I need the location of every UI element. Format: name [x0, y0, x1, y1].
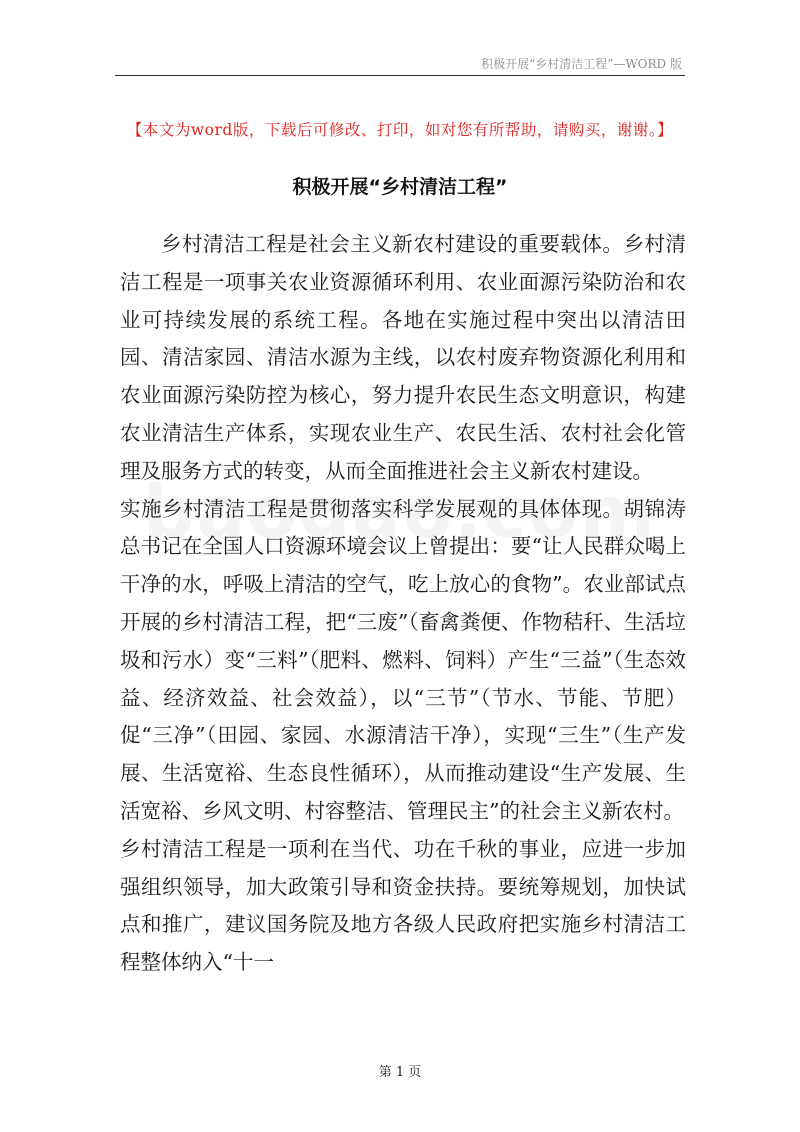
paragraph-3: 乡村清洁工程是一项利在当代、功在千秋的事业，应进一步加强组织领导，加大政策引导和资金扶持。要统筹规划，加快试点和推广，建议国务院及地方各级人民政府把实施乡村清洁工程整体纳入“十一 — [120, 836, 686, 975]
paragraph-1: 乡村清洁工程是社会主义新农村建设的重要载体。乡村清洁工程是一项事关农业资源循环利用、农业面源污染防治和农业可持续发展的系统工程。各地在实施过程中突出以清洁田园、清洁家园、清洁水源为主线，以农村废弃物资源化利用和农业面源污染防控为核心，努力提升农民生态文明意识，构建农业清洁生产体系，实现农业生产、农民生活、农村社会化管理及服务方式的转变，从而全面推进社会主义新农村建设。 — [120, 232, 686, 483]
page-number: 第 1 页 — [378, 1065, 422, 1080]
paragraph-2: 实施乡村清洁工程是贯彻落实科学发展观的具体体现。胡锦涛总书记在全国人口资源环境会议上曾提出：要“让人民群众喝上干净的水，呼吸上清洁的空气，吃上放心的食物”。农业部试点开展的乡村清洁工程，把“三废”（畜禽粪便、作物秸秆、生活垃圾和污水）变“三料”（肥料、燃料、饲料）产生“三益”（生态效益、经济效益、社会效益），以“三节”（节水、节能、节肥）促“三净”（田园、家园、水源清洁干净），实现“三生”（生产发展、生活宽裕、生态良性循环），从而推动建设“生产发展、生活宽裕、乡风文明、村容整洁、管理民主”的社会主义新农村。 — [120, 496, 686, 823]
download-notice: 【本文为word版，下载后可修改、打印，如对您有所帮助，请购买，谢谢。】 — [126, 121, 674, 139]
running-header: 积极开展“乡村清洁工程”—WORD 版 — [481, 57, 682, 71]
header-divider — [115, 75, 685, 76]
document-title: 积极开展“乡村清洁工程” — [292, 176, 508, 198]
document-body — [120, 226, 686, 982]
